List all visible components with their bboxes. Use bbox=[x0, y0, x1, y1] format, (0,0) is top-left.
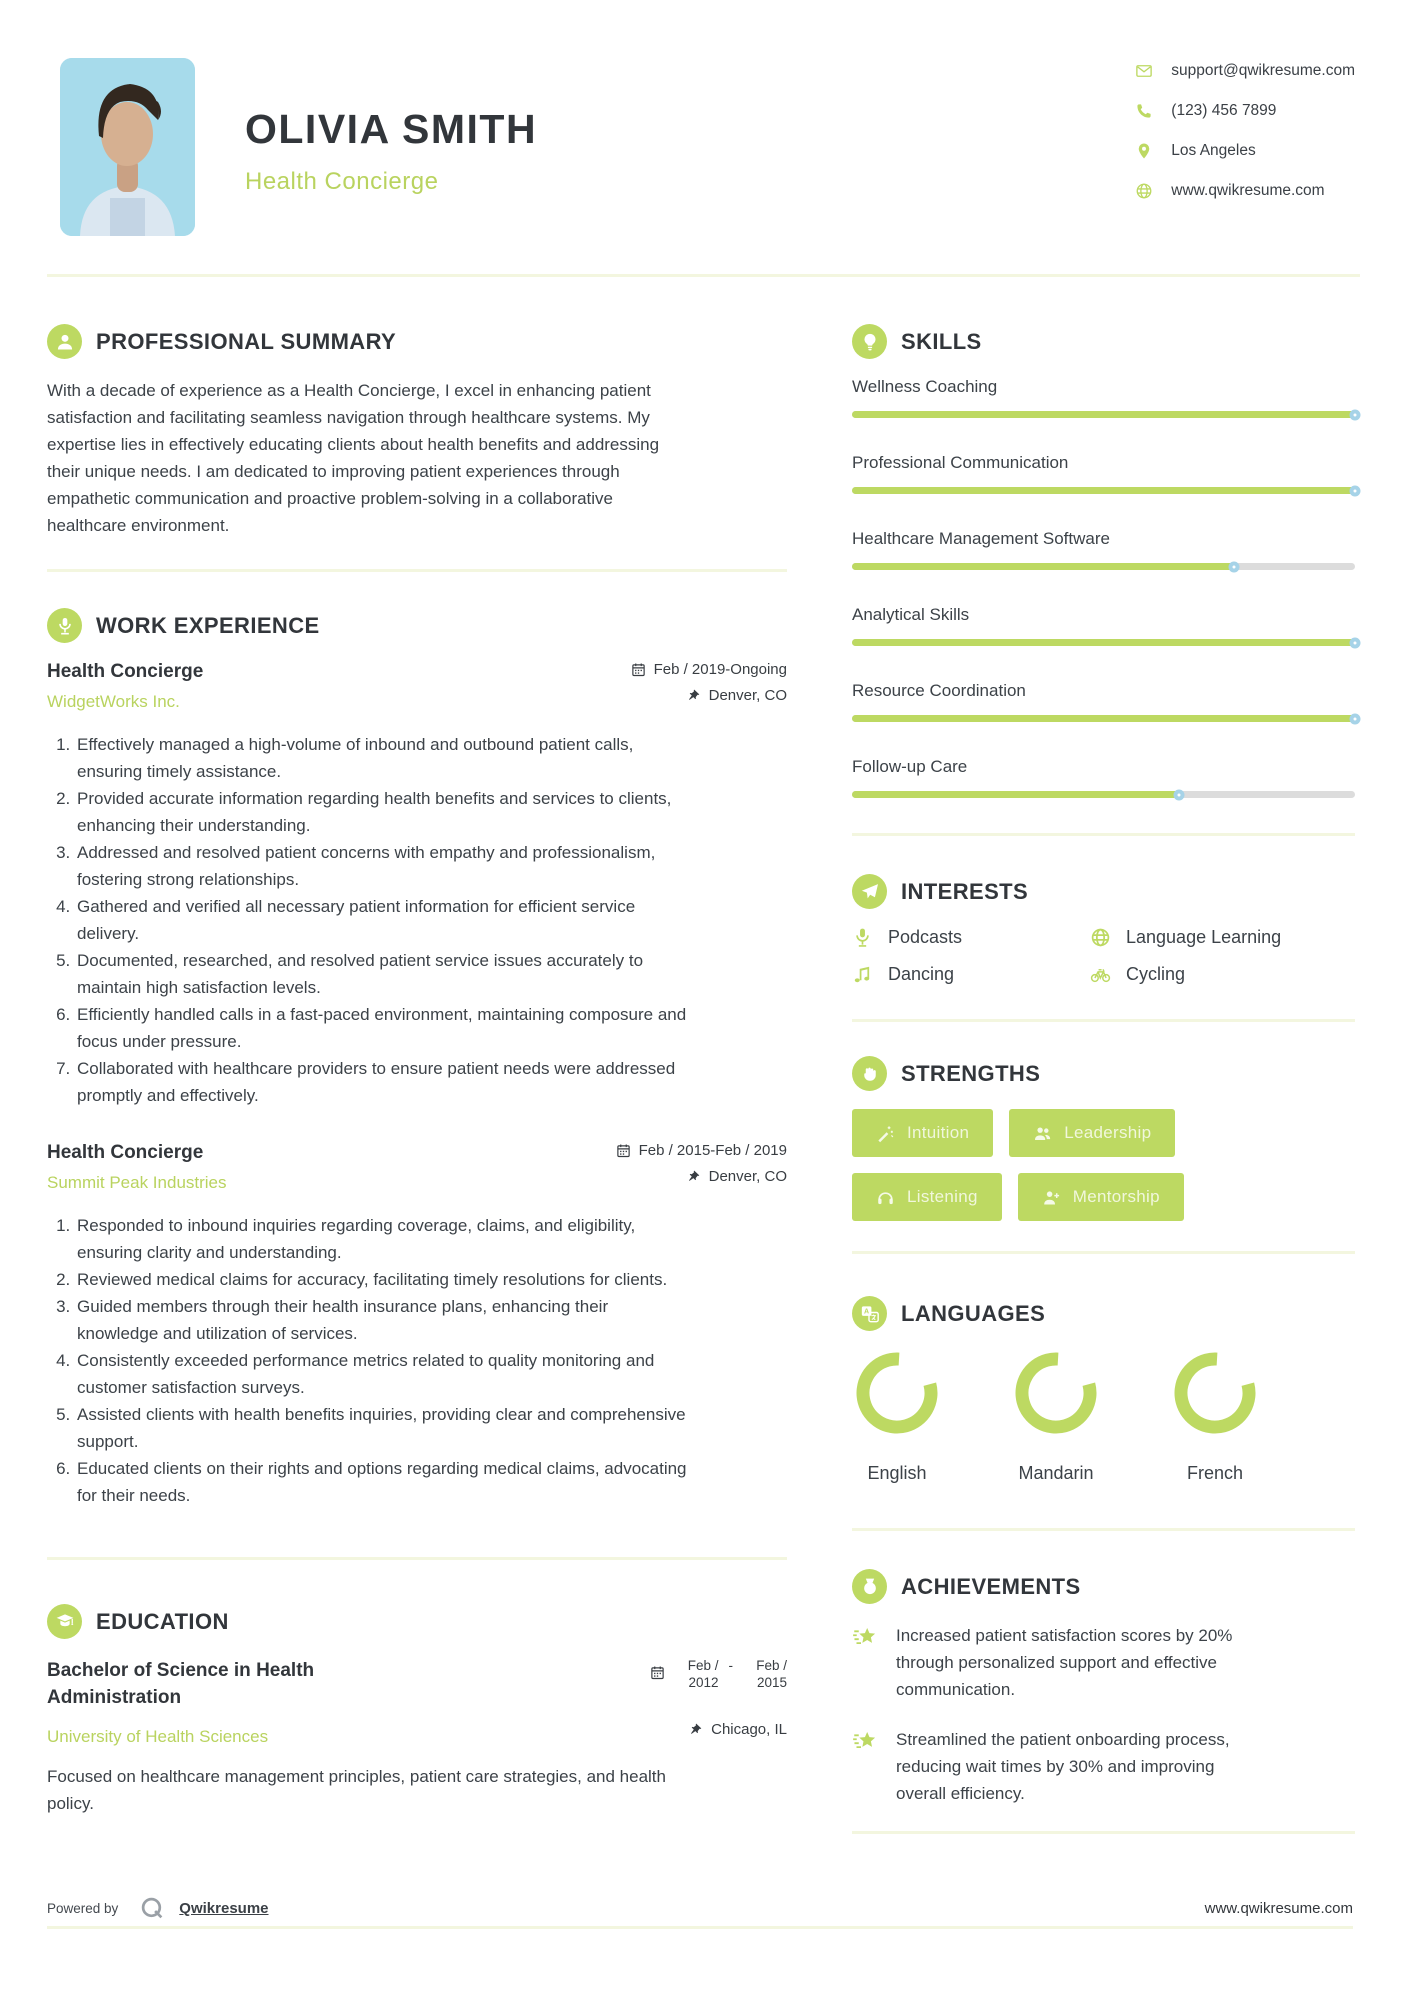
section-divider bbox=[47, 569, 787, 572]
paper-plane-icon bbox=[852, 874, 887, 909]
svg-text:A: A bbox=[863, 1307, 869, 1316]
achievement-text: Increased patient satisfaction scores by 20% through personalized support and effective communication. bbox=[896, 1626, 1233, 1699]
interest-label: Dancing bbox=[888, 964, 955, 984]
language-item bbox=[852, 1349, 942, 1484]
website-icon bbox=[1135, 182, 1153, 200]
job-bullet: 1. Responded to inbound inquiries regarding coverage, claims, and eligibility, ensuring clarity and understanding. bbox=[75, 1212, 687, 1266]
language-level-ring bbox=[1012, 1349, 1100, 1437]
language-level-ring bbox=[1171, 1349, 1259, 1437]
skill-slider bbox=[852, 639, 1355, 646]
skill-slider-handle[interactable] bbox=[1350, 713, 1361, 724]
person-icon bbox=[47, 324, 82, 359]
skill-slider-handle[interactable] bbox=[1350, 409, 1361, 420]
job-bullet: 7. Collaborated with healthcare providers to ensure patient needs were addressed promptly and effectively. bbox=[75, 1055, 687, 1109]
location-icon bbox=[1135, 142, 1153, 160]
achievements-list bbox=[852, 1622, 1355, 1807]
strength-badge[interactable] bbox=[852, 1173, 1002, 1221]
achievement-item bbox=[852, 1726, 1355, 1807]
strength-label: Leadership bbox=[1064, 1123, 1152, 1142]
skill-label: Professional Communication bbox=[852, 453, 1069, 472]
section-divider bbox=[852, 1019, 1355, 1022]
skill-slider-handle[interactable] bbox=[1173, 789, 1184, 800]
footer-website[interactable]: www.qwikresume.com bbox=[1204, 1900, 1353, 1917]
microphone-icon bbox=[852, 927, 873, 948]
calendar-icon bbox=[650, 1665, 665, 1680]
music-note-icon bbox=[852, 964, 873, 985]
language-label: English bbox=[867, 1463, 927, 1483]
skill-slider bbox=[852, 487, 1355, 494]
skill-label: Healthcare Management Software bbox=[852, 529, 1110, 548]
job-entry bbox=[47, 661, 787, 1109]
calendar-icon bbox=[631, 662, 646, 677]
calendar-icon bbox=[616, 1143, 631, 1158]
job-bullet: 5. Documented, researched, and resolved patient service issues accurately to maintain high satisfaction levels. bbox=[75, 947, 687, 1001]
job-bullet: 5. Assisted clients with health benefits inquiries, providing clear and comprehensive support. bbox=[75, 1401, 687, 1455]
contact-row bbox=[1135, 62, 1355, 80]
job-bullets bbox=[47, 1212, 687, 1509]
section-divider bbox=[852, 1831, 1355, 1834]
pin-icon bbox=[686, 688, 701, 703]
job-bullet: 6. Educated clients on their rights and options regarding medical claims, advocating for their needs. bbox=[75, 1455, 687, 1509]
strengths-heading: STRENGTHS bbox=[901, 1060, 1041, 1086]
skill-slider-fill bbox=[852, 639, 1355, 646]
strength-badge[interactable] bbox=[1009, 1109, 1175, 1157]
skill-row bbox=[852, 757, 1355, 798]
job-bullet: 3. Addressed and resolved patient concerns with empathy and professionalism, fostering strong relationships. bbox=[75, 839, 687, 893]
contact-row bbox=[1135, 182, 1355, 200]
job-bullet: 6. Efficiently handled calls in a fast-paced environment, maintaining composure and focus under pressure. bbox=[75, 1001, 687, 1055]
job-company: WidgetWorks Inc. bbox=[47, 692, 180, 711]
skill-row bbox=[852, 453, 1355, 494]
job-dates: Feb / 2015-Feb / 2019 bbox=[638, 1142, 787, 1159]
skill-slider-handle[interactable] bbox=[1229, 561, 1240, 572]
skills-heading: SKILLS bbox=[901, 328, 982, 354]
strength-label: Listening bbox=[907, 1187, 978, 1206]
shooting-star-icon bbox=[852, 1728, 879, 1755]
section-divider bbox=[852, 833, 1355, 836]
magic-wand-icon bbox=[876, 1124, 895, 1143]
achievements-heading: ACHIEVEMENTS bbox=[901, 1573, 1081, 1599]
strength-label: Mentorship bbox=[1072, 1187, 1160, 1206]
achievement-text: Streamlined the patient onboarding process, reducing wait times by 30% and improving overall efficiency. bbox=[896, 1730, 1230, 1803]
education-location: Chicago, IL bbox=[711, 1721, 787, 1738]
language-level-ring bbox=[853, 1349, 941, 1437]
skill-slider-handle[interactable] bbox=[1350, 485, 1361, 496]
date-separator: - bbox=[728, 1658, 733, 1673]
job-bullets bbox=[47, 731, 687, 1109]
skill-slider-handle[interactable] bbox=[1350, 637, 1361, 648]
skill-row bbox=[852, 681, 1355, 722]
powered-by-label: Powered by bbox=[47, 1901, 119, 1916]
strength-badge[interactable] bbox=[1018, 1173, 1184, 1221]
contact-block bbox=[1135, 58, 1355, 222]
interests-section bbox=[852, 874, 1355, 985]
skill-row bbox=[852, 377, 1355, 418]
work-heading: WORK EXPERIENCE bbox=[96, 612, 320, 638]
languages-heading: LANGUAGES bbox=[901, 1300, 1046, 1326]
left-column bbox=[47, 324, 787, 1834]
fist-icon bbox=[852, 1056, 887, 1091]
skill-row bbox=[852, 605, 1355, 646]
strengths-list bbox=[852, 1109, 1272, 1221]
interest-label: Podcasts bbox=[888, 927, 963, 947]
contact-row bbox=[1135, 102, 1355, 120]
skill-label: Follow-up Care bbox=[852, 757, 968, 776]
job-company: Summit Peak Industries bbox=[47, 1173, 227, 1192]
qwikresume-logo-icon bbox=[140, 1896, 165, 1921]
achievement-item bbox=[852, 1622, 1355, 1703]
interest-label: Cycling bbox=[1126, 964, 1186, 984]
degree-title: Bachelor of Science in Health Administration bbox=[47, 1660, 315, 1708]
education-start-date: Feb / 2012 bbox=[687, 1658, 719, 1690]
headphones-icon bbox=[876, 1188, 895, 1207]
skill-slider bbox=[852, 563, 1355, 570]
skill-slider-fill bbox=[852, 411, 1355, 418]
job-bullet: 3. Guided members through their health insurance plans, enhancing their knowledge and utilization of services. bbox=[75, 1293, 687, 1347]
skill-label: Wellness Coaching bbox=[852, 377, 998, 396]
lightbulb-icon bbox=[852, 324, 887, 359]
skills-section bbox=[852, 324, 1355, 798]
footer bbox=[47, 1896, 1353, 1921]
section-divider bbox=[852, 1251, 1355, 1254]
job-bullet: 4. Gathered and verified all necessary patient information for efficient service delivery. bbox=[75, 893, 687, 947]
contact-value[interactable]: www.qwikresume.com bbox=[1171, 182, 1325, 199]
summary-heading: PROFESSIONAL SUMMARY bbox=[96, 328, 397, 354]
job-location: Denver, CO bbox=[708, 687, 787, 704]
phone-icon bbox=[1135, 102, 1153, 120]
skill-slider-fill bbox=[852, 715, 1355, 722]
pin-icon bbox=[688, 1722, 703, 1737]
work-experience-section bbox=[47, 608, 787, 1509]
name-block bbox=[245, 58, 537, 196]
education-description: Focused on healthcare management principles, patient care strategies, and health policy. bbox=[47, 1767, 666, 1813]
profile-photo-illustration bbox=[60, 58, 195, 236]
candidate-title: Health Concierge bbox=[245, 168, 439, 195]
language-item bbox=[1170, 1349, 1260, 1484]
skill-row bbox=[852, 529, 1355, 570]
job-location: Denver, CO bbox=[708, 1168, 787, 1185]
language-item bbox=[1011, 1349, 1101, 1484]
education-heading: EDUCATION bbox=[96, 1608, 229, 1634]
job-title: Health Concierge bbox=[47, 661, 204, 682]
summary-section bbox=[47, 324, 787, 539]
email-icon bbox=[1135, 62, 1153, 80]
podium-icon bbox=[47, 608, 82, 643]
skill-slider-fill bbox=[852, 487, 1355, 494]
users-icon bbox=[1033, 1124, 1052, 1143]
globe-icon bbox=[1090, 927, 1111, 948]
school-name: University of Health Sciences bbox=[47, 1727, 269, 1746]
footer-divider bbox=[47, 1926, 1353, 1929]
strength-label: Intuition bbox=[907, 1123, 970, 1142]
interests-heading: INTERESTS bbox=[901, 878, 1029, 904]
skill-slider bbox=[852, 411, 1355, 418]
language-label: French bbox=[1186, 1463, 1244, 1483]
skill-label: Resource Coordination bbox=[852, 681, 1026, 700]
header bbox=[0, 0, 1407, 236]
languages-list bbox=[852, 1349, 1355, 1484]
job-title: Health Concierge bbox=[47, 1142, 204, 1163]
interest-item bbox=[852, 964, 1090, 985]
skill-slider bbox=[852, 715, 1355, 722]
content-columns bbox=[0, 277, 1407, 1834]
user-plus-icon bbox=[1042, 1188, 1061, 1207]
contact-value[interactable]: Los Angeles bbox=[1171, 142, 1256, 159]
job-dates: Feb / 2019-Ongoing bbox=[653, 661, 787, 678]
skills-list bbox=[852, 377, 1355, 798]
job-bullet: 2. Reviewed medical claims for accuracy, facilitating timely resolutions for clients. bbox=[75, 1266, 687, 1293]
interest-item bbox=[1090, 964, 1355, 985]
graduation-cap-icon bbox=[47, 1604, 82, 1639]
language-label: Mandarin bbox=[1018, 1463, 1094, 1483]
jobs-list bbox=[47, 661, 787, 1509]
medal-icon bbox=[852, 1569, 887, 1604]
achievements-section bbox=[852, 1569, 1355, 1807]
summary-text: With a decade of experience as a Health Concierge, I excel in enhancing patient satisfaction and facilitating seamless navigation through healthcare systems. My expertise lies in effectively educating clients about health benefits and addressing their unique needs. I am dedicated to improving patient experiences through empathetic communication and proactive problem-solving in a collaborative healthcare environment. bbox=[47, 381, 660, 535]
interest-item bbox=[852, 927, 1090, 948]
contact-row bbox=[1135, 142, 1355, 160]
pin-icon bbox=[686, 1169, 701, 1184]
candidate-name: OLIVIA SMITH bbox=[245, 106, 538, 152]
qwikresume-link[interactable]: Qwikresume bbox=[179, 1900, 269, 1917]
education-end-date: Feb / 2015 bbox=[756, 1658, 787, 1690]
strength-badge[interactable] bbox=[852, 1109, 993, 1157]
right-column bbox=[852, 324, 1355, 1834]
translate-icon bbox=[852, 1296, 887, 1331]
section-divider bbox=[852, 1528, 1355, 1531]
contact-value[interactable]: support@qwikresume.com bbox=[1171, 62, 1355, 79]
strengths-section bbox=[852, 1056, 1355, 1221]
job-entry bbox=[47, 1142, 787, 1509]
skill-slider-fill bbox=[852, 563, 1234, 570]
profile-photo bbox=[60, 58, 195, 236]
education-section bbox=[47, 1604, 787, 1817]
contact-value[interactable]: (123) 456 7899 bbox=[1171, 102, 1277, 119]
job-bullet: 4. Consistently exceeded performance metrics related to quality monitoring and customer satisfaction surveys. bbox=[75, 1347, 687, 1401]
shooting-star-icon bbox=[852, 1624, 879, 1651]
section-divider bbox=[47, 1557, 787, 1560]
interests-list bbox=[852, 927, 1355, 985]
interest-item bbox=[1090, 927, 1355, 948]
job-bullet: 2. Provided accurate information regarding health benefits and services to clients, enhancing their understanding. bbox=[75, 785, 687, 839]
skill-slider bbox=[852, 791, 1355, 798]
bicycle-icon bbox=[1090, 964, 1111, 985]
languages-section bbox=[852, 1296, 1355, 1484]
skill-label: Analytical Skills bbox=[852, 605, 970, 624]
skill-slider-fill bbox=[852, 791, 1179, 798]
interest-label: Language Learning bbox=[1126, 927, 1282, 947]
job-bullet: 1. Effectively managed a high-volume of inbound and outbound patient calls, ensuring timely assistance. bbox=[75, 731, 687, 785]
